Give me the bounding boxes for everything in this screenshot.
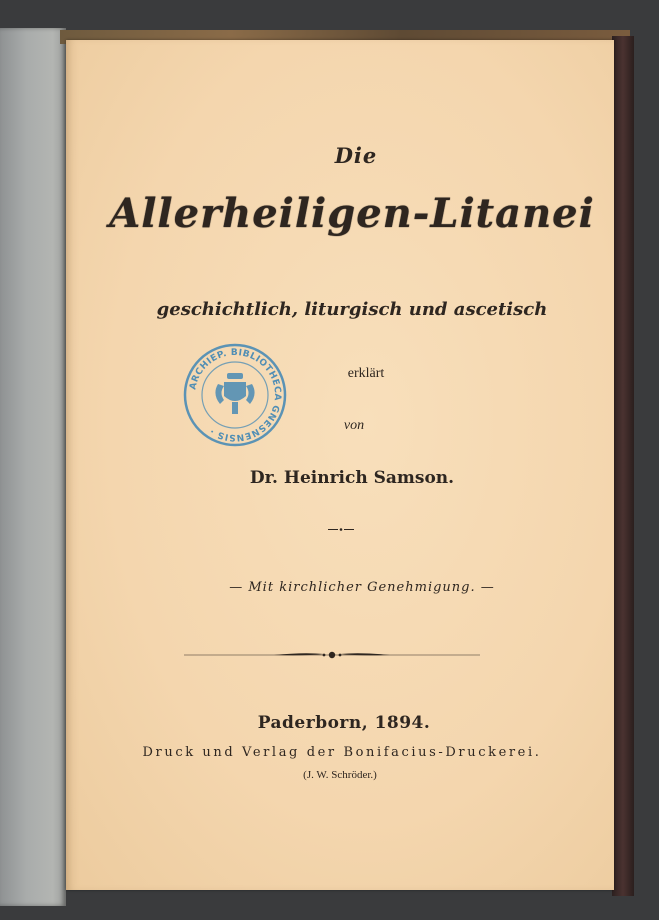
by-label: von: [343, 418, 365, 433]
approval-note: — Mit kirchlicher Genehmigung. —: [229, 580, 495, 595]
explained-label: erklärt: [347, 366, 385, 381]
main-title: Allerheiligen-Litanei: [109, 190, 595, 237]
stamp-text: ARCHIEP. BIBLIOTHECA GNESNENSIS ·: [188, 347, 283, 443]
subtitle: geschichtlich, liturgisch und ascetisch: [156, 299, 548, 320]
author-name: Dr. Heinrich Samson.: [249, 468, 455, 488]
left-cover-board: [0, 28, 66, 906]
publisher-line: (J. W. Schröder.): [303, 769, 377, 781]
title-page: [66, 40, 614, 890]
title-small: Die: [334, 143, 378, 168]
printer-line: Druck und Verlag der Bonifacius-Druckerei.: [142, 745, 542, 760]
city-year: Paderborn, 1894.: [257, 713, 431, 733]
pencil-mark: [393, 98, 398, 113]
small-ornament: [326, 528, 356, 531]
ornamental-rule: [184, 650, 480, 660]
